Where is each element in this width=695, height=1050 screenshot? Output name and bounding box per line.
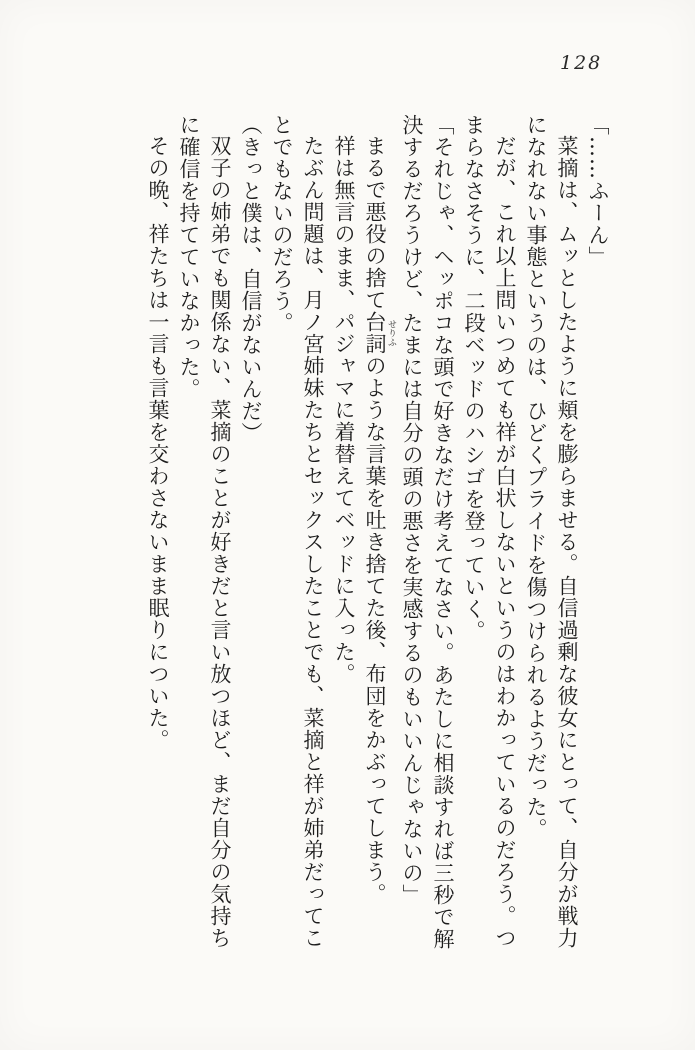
paragraph: だが、これ以上問いつめても祥が白状しないというのはわかっているのだろう。つまらなさそうに、二段ベッドのハシゴを登っていく。	[462, 114, 517, 949]
paragraph: 菜摘は、ムッとしたように頬を膨らませる。自信過剰な彼女にとって、自分が戦力になれない事態というのは、ひどくプライドを傷つけられるようだった。	[524, 114, 579, 949]
paragraph-dialogue: 「それじゃ、ヘッポコな頭で好きなだけ考えてなさい。あたしに相談すれば三秒で解決するだろうけど、たまには自分の頭の悪さを実感するのもいいんじゃないの」	[400, 114, 455, 950]
paragraph-dialogue: 「……ふーん」	[586, 114, 610, 268]
page-number: 128	[560, 52, 603, 74]
paragraph: たぶん問題は、月ノ宮姉妹たちとセックスしたことでも、菜摘と祥が姉弟だってことでもないのだろう。	[270, 114, 325, 949]
paragraph: 双子の姉弟でも関係ない、菜摘のことが好きだと言い放つほど、まだ自分の気持ちに確信を持てていなかった。	[177, 114, 232, 949]
paragraph: 祥は無言のまま、パジャマに着替えてベッドに入った。	[332, 135, 356, 685]
ruby-text: せりふ	[386, 311, 396, 355]
paragraph: その晩、祥たちは一言も言葉を交わさないまま眠りについた。	[146, 135, 170, 751]
paragraph-with-furigana	[359, 114, 396, 956]
furigana-ruby	[363, 311, 396, 355]
paragraph-segment: まるで悪役の捨て	[363, 135, 387, 311]
paragraph-monologue: （きっと僕は、自信がないんだ）	[239, 114, 263, 444]
paragraph-segment: のような言葉を吐き捨てた後、布団をかぶってしまう。	[363, 355, 387, 905]
ruby-base: 台詞	[363, 311, 387, 355]
body-text	[131, 114, 613, 956]
